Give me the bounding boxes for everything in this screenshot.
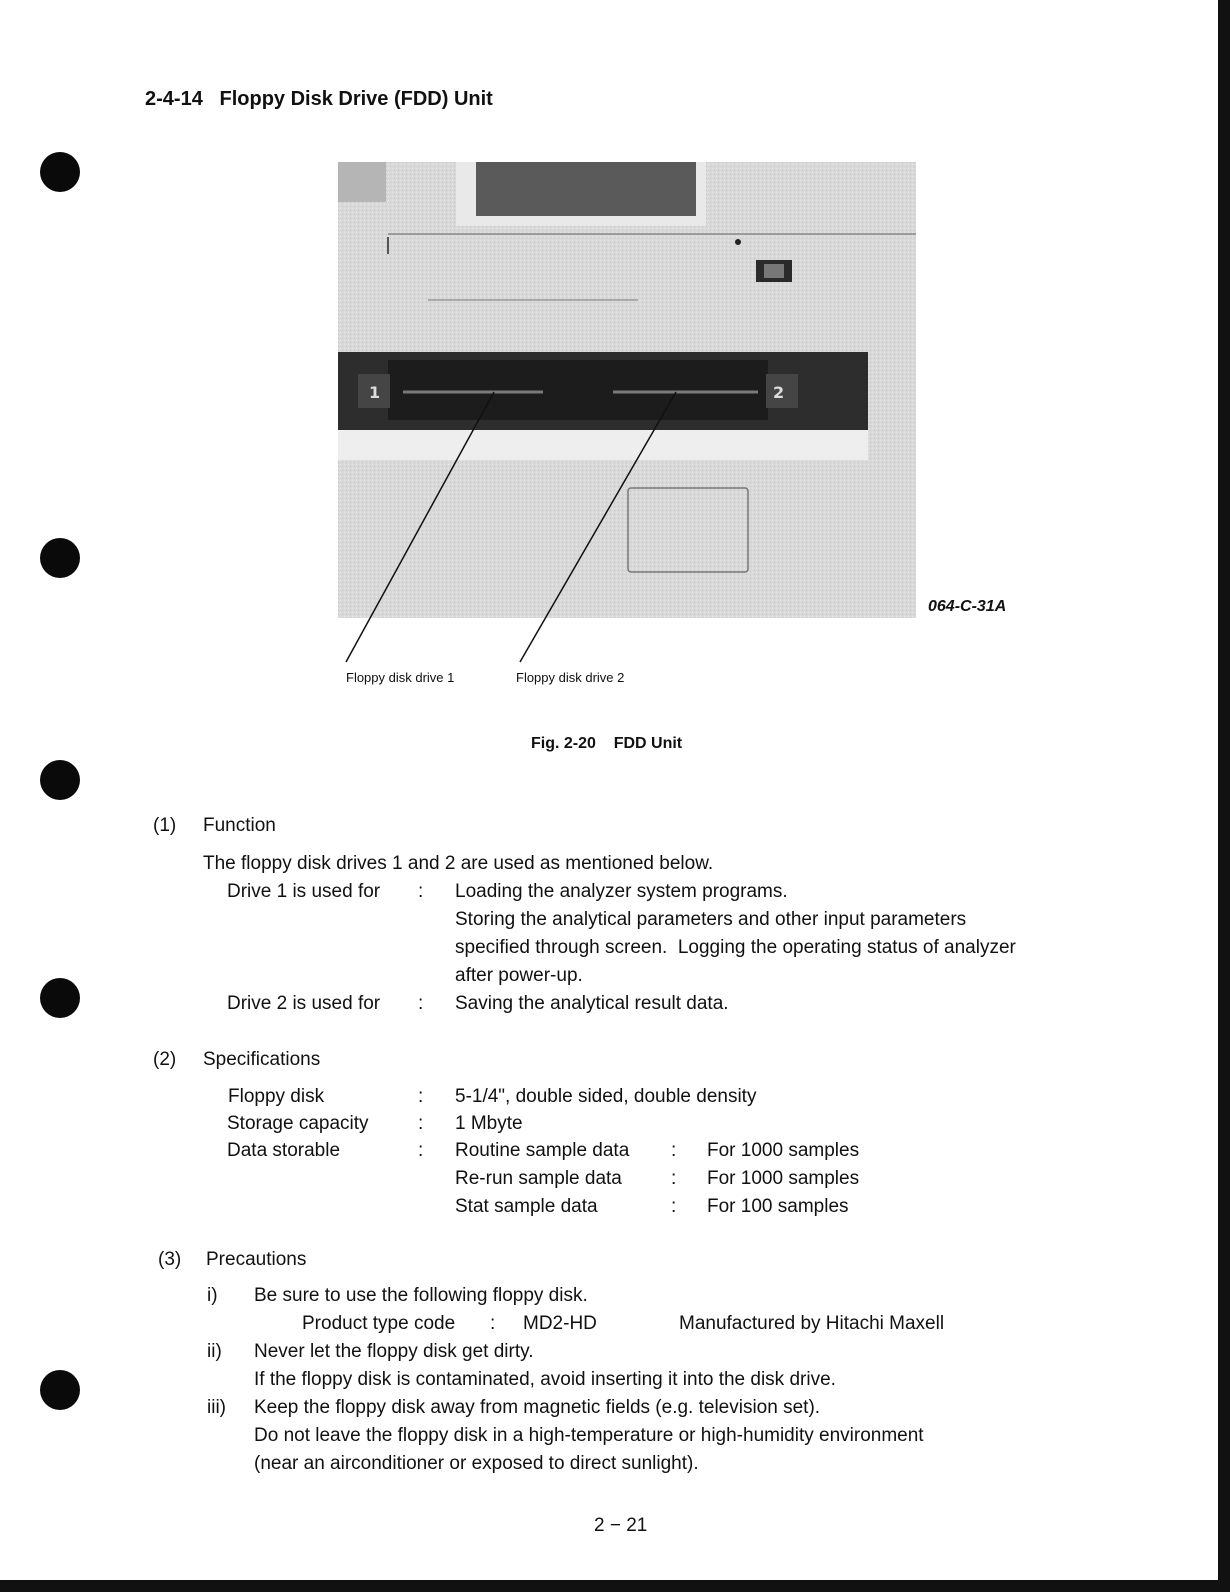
data-row-colon: : [671, 1168, 677, 1189]
drive1-line: Loading the analyzer system programs. [455, 881, 788, 902]
precaution-line: If the floppy disk is contaminated, avoid inserting it into the disk drive. [254, 1369, 836, 1390]
precaution-line: (near an airconditioner or exposed to direct sunlight). [254, 1453, 699, 1474]
photo-id: 064-C-31A [928, 598, 1007, 615]
drive1-line: specified through screen. Logging the operating status of analyzer [455, 937, 1016, 958]
drive-2-label: 2 [773, 383, 785, 402]
precaution-line: Keep the floppy disk away from magnetic fields (e.g. television set). [254, 1397, 821, 1418]
product-type-colon: : [490, 1313, 496, 1334]
manufacturer: Manufactured by Hitachi Maxell [679, 1313, 945, 1334]
binder-hole [40, 978, 80, 1018]
function-number: (1) [153, 815, 177, 836]
capacity-colon: : [418, 1113, 424, 1134]
precaution-line: Do not leave the floppy disk in a high-temperature or high-humidity environment [254, 1425, 924, 1446]
drive2-label: Drive 2 is used for [227, 993, 381, 1014]
section-title: 2-4-14 Floppy Disk Drive (FDD) Unit [145, 88, 493, 110]
binder-hole [40, 1370, 80, 1410]
data-row-colon: : [671, 1140, 677, 1161]
floppy-colon: : [418, 1086, 424, 1107]
precaution-line: Be sure to use the following floppy disk. [254, 1285, 588, 1306]
drive1-label: Drive 1 is used for [227, 881, 381, 902]
leader-line-drive-2 [520, 392, 676, 662]
drive-1-label: 1 [369, 383, 381, 402]
specs-title: Specifications [203, 1049, 321, 1070]
floppy-value: 5-1/4", double sided, double density [455, 1086, 757, 1107]
binder-hole [40, 760, 80, 800]
page-number: 2 − 21 [594, 1515, 648, 1536]
data-storable-label: Data storable [227, 1140, 341, 1161]
data-row-name: Routine sample data [455, 1140, 630, 1161]
precautions-number: (3) [158, 1249, 182, 1270]
data-row-name: Stat sample data [455, 1196, 598, 1217]
data-row-value: For 100 samples [707, 1196, 849, 1217]
drive1-line: after power-up. [455, 965, 583, 986]
data-storable-colon: : [418, 1140, 424, 1161]
callout-drive-1: Floppy disk drive 1 [346, 670, 455, 685]
precaution-line: Never let the floppy disk get dirty. [254, 1341, 534, 1362]
specs-number: (2) [153, 1049, 177, 1070]
drive1-line: Storing the analytical parameters and other input parameters [455, 909, 967, 930]
precaution-number: ii) [207, 1341, 222, 1362]
data-row-value: For 1000 samples [707, 1168, 860, 1189]
data-row-value: For 1000 samples [707, 1140, 860, 1161]
function-title: Function [203, 815, 276, 836]
leader-line-drive-1 [346, 392, 494, 662]
precaution-number: i) [207, 1285, 218, 1306]
product-type-label: Product type code [302, 1313, 456, 1334]
drive2-text: Saving the analytical result data. [455, 993, 729, 1014]
leader-lines [0, 0, 1230, 700]
data-row-colon: : [671, 1196, 677, 1217]
data-row-name: Re-run sample data [455, 1168, 622, 1189]
drive1-colon: : [418, 881, 424, 902]
drive2-colon: : [418, 993, 424, 1014]
capacity-value: 1 Mbyte [455, 1113, 523, 1134]
precaution-number: iii) [207, 1397, 226, 1418]
callout-drive-2: Floppy disk drive 2 [516, 670, 625, 685]
capacity-label: Storage capacity [227, 1113, 369, 1134]
floppy-label: Floppy disk [228, 1086, 325, 1107]
function-intro: The floppy disk drives 1 and 2 are used as mentioned below. [203, 853, 714, 874]
figure-caption: Fig. 2-20 FDD Unit [531, 735, 683, 752]
product-type-code: MD2-HD [523, 1313, 597, 1334]
precautions-title: Precautions [206, 1249, 307, 1270]
